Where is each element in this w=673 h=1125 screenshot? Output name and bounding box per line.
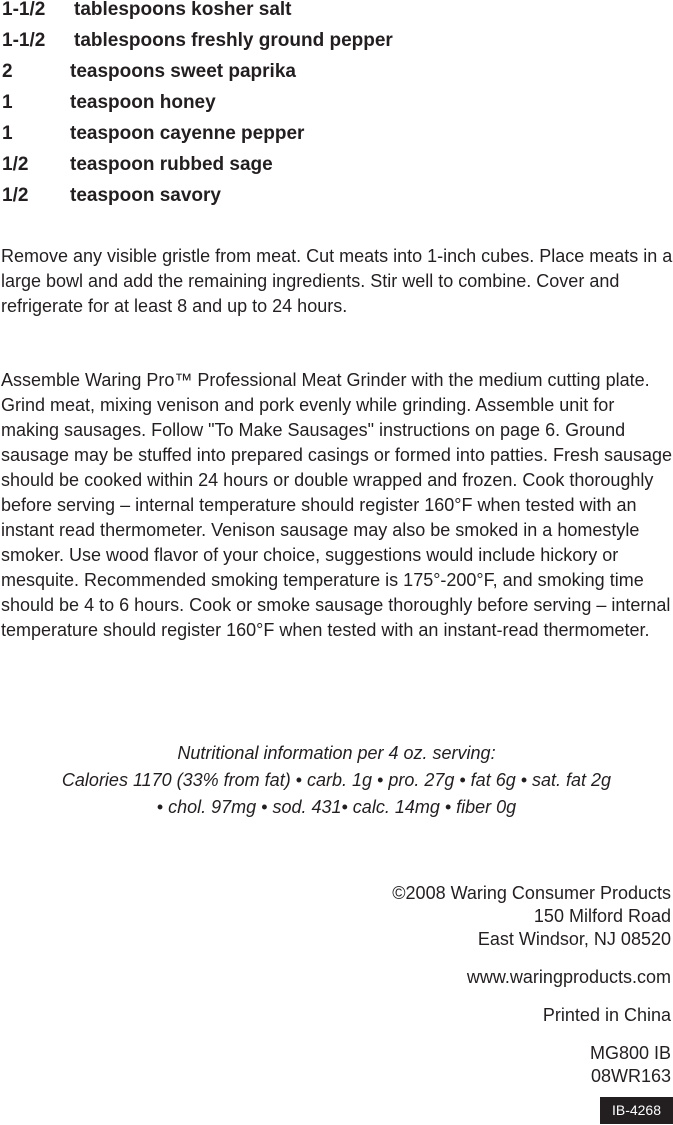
ingredient-quantity: 1/2 <box>2 185 29 206</box>
ingredient-quantity: 1 <box>2 123 13 144</box>
document-code-badge: IB-4268 <box>600 1097 673 1124</box>
nutrition-line: Calories 1170 (33% from fat) • carb. 1g • pro. 27g • fat 6g • sat. fat 2g <box>61 770 612 790</box>
website-url: www.waringproducts.com <box>466 967 671 987</box>
ingredient-quantity: 1 <box>2 92 13 113</box>
nutrition-line: • chol. 97mg • sod. 431• calc. 14mg • fiber 0g <box>156 797 517 817</box>
copyright-text: ©2008 Waring Consumer Products <box>392 883 671 903</box>
ingredient-name: tablespoons kosher salt <box>74 0 292 20</box>
print-code: 08WR163 <box>590 1066 671 1086</box>
ingredient-row <box>2 0 562 29</box>
ingredient-quantity: 2 <box>2 61 13 82</box>
ingredient-row <box>2 184 562 215</box>
instruction-paragraph: Assemble Waring Pro™ Professional Meat Grinder with the medium cutting plate. Grind meat, mixing venison and pork evenly while grinding. Assemble unit for making sausages. Follow "To Make Sausages" instructions on page 6. Ground sausage may be stuffed into prepared casings or formed into patties. Fresh sausage should be cooked within 24 hours or double wrapped and frozen. Cook thoroughly before serving – internal temperature should register 160°F when tested with an instant read thermometer. Venison sausage may also be smoked in a homestyle smoker. Use wood flavor of your choice, suggestions would include hickory or mesquite. Recommended smoking temperature is 175°-200°F, and smoking time should be 4 to 6 hours. Cook or smoke sausage thoroughly before serving – internal temperature should register 160°F when tested with an instant-read thermometer. <box>1 370 673 640</box>
ingredient-row <box>2 60 562 91</box>
company-address <box>392 882 671 951</box>
ingredient-quantity: 1-1/2 <box>2 30 46 51</box>
ingredient-quantity: 1-1/2 <box>2 0 46 20</box>
ingredient-name: teaspoon savory <box>70 185 221 206</box>
ingredient-row <box>2 153 562 184</box>
ingredient-name: teaspoon rubbed sage <box>70 154 273 175</box>
instruction-paragraph: Remove any visible gristle from meat. Cut meats into 1-inch cubes. Place meats in a large bowl and add the remaining ingredients. Stir well to combine. Cover and refrigerate for at least 8 and up to 24 hours. <box>1 246 673 316</box>
ingredient-row <box>2 122 562 153</box>
ingredient-name: tablespoons freshly ground pepper <box>74 30 393 51</box>
model-info <box>590 1042 671 1088</box>
ingredient-quantity: 1/2 <box>2 154 29 175</box>
ingredient-name: teaspoon cayenne pepper <box>70 123 305 144</box>
ingredient-row <box>2 91 562 122</box>
ingredient-list <box>2 0 562 215</box>
model-number: MG800 IB <box>589 1043 671 1063</box>
nutrition-info <box>0 740 673 821</box>
ingredient-row <box>2 29 562 60</box>
city-state-zip: East Windsor, NJ 08520 <box>477 929 671 949</box>
nutrition-heading: Nutritional information per 4 oz. serving: <box>177 743 496 763</box>
ingredient-name: teaspoon honey <box>70 92 216 113</box>
printed-in-text: Printed in China <box>542 1005 671 1025</box>
street-address: 150 Milford Road <box>533 906 671 926</box>
ingredient-name: teaspoons sweet paprika <box>70 61 296 82</box>
